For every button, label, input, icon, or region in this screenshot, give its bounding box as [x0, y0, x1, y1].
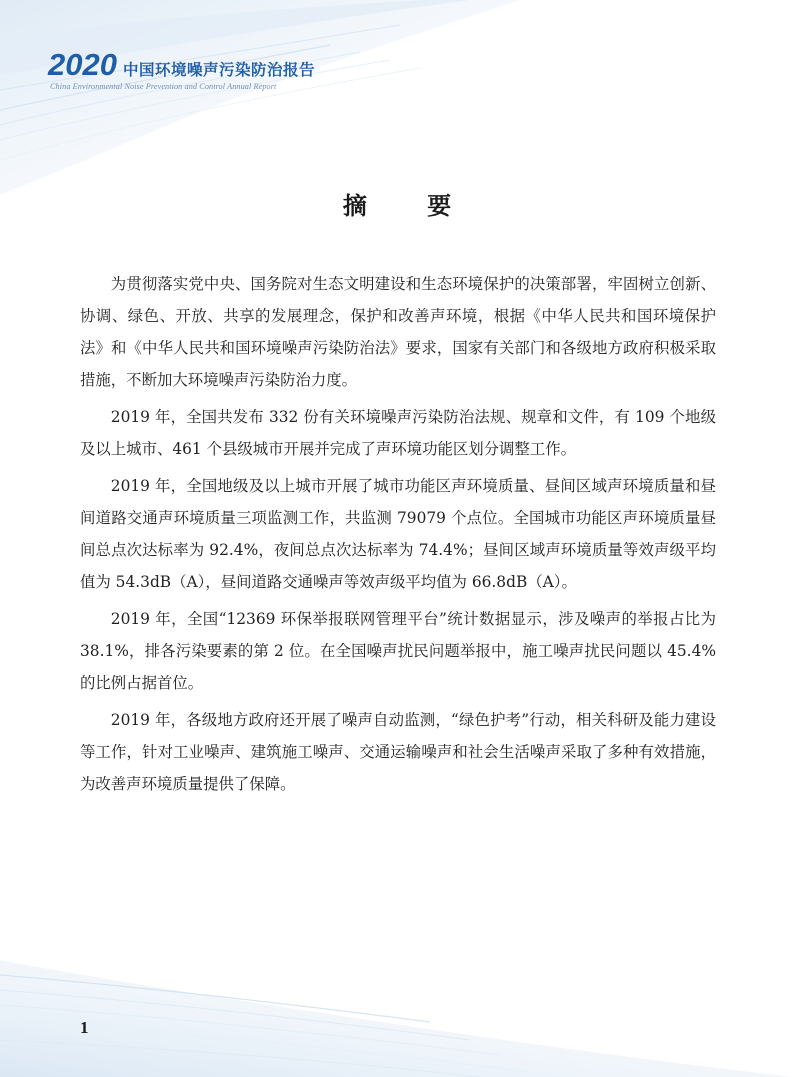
header-year: 2020	[48, 47, 117, 82]
header-title-row	[48, 48, 315, 82]
header-report-subtitle: China Environmental Noise Prevention and Control Annual Report	[50, 82, 277, 91]
abstract-paragraph: 2019 年，各级地方政府还开展了噪声自动监测，“绿色护考”行动，相关科研及能力建设等工作，针对工业噪声、建筑施工噪声、交通运输噪声和社会生活噪声采取了多种有效措施，为改善声环境质量提供了保障。	[80, 711, 716, 793]
abstract-body	[80, 268, 716, 805]
abstract-paragraph: 为贯彻落实党中央、国务院对生态文明建设和生态环境保护的决策部署，牢固树立创新、协调、绿色、开放、共享的发展理念，保护和改善声环境，根据《中华人民共和国环境保护法》和《中华人民共和国环境噪声污染防治法》要求，国家有关部门和各级地方政府积极采取措施，不断加大环境噪声污染防治力度。	[80, 275, 716, 389]
abstract-paragraph: 2019 年，全国“12369 环保举报联网管理平台”统计数据显示，涉及噪声的举报占比为 38.1%，排各污染要素的第 2 位。在全国噪声扰民问题举报中，施工噪声扰民问题以 45.4% 的比例占据首位。	[80, 610, 716, 692]
header-report-title: 中国环境噪声污染防治报告	[122, 61, 315, 79]
page-title: 摘 要	[342, 192, 478, 220]
abstract-paragraph: 2019 年，全国地级及以上城市开展了城市功能区声环境质量、昼间区域声环境质量和昼间道路交通声环境质量三项监测工作，共监测 79079 个点位。全国城市功能区声环境质量昼间总点次达标率为 92.4%，夜间总点次达标率为 74.4%；昼间区域声环境质量等效声级平均值为 54.3dB（A），昼间道路交通噪声等效声级平均值为 66.8dB（A）。	[80, 477, 716, 591]
abstract-paragraph: 2019 年，全国共发布 332 份有关环境噪声污染防治法规、规章和文件，有 109 个地级及以上城市、461 个县级城市开展并完成了声环境功能区划分调整工作。	[80, 408, 716, 458]
report-header	[48, 48, 315, 91]
page-number: 1	[80, 1018, 89, 1037]
